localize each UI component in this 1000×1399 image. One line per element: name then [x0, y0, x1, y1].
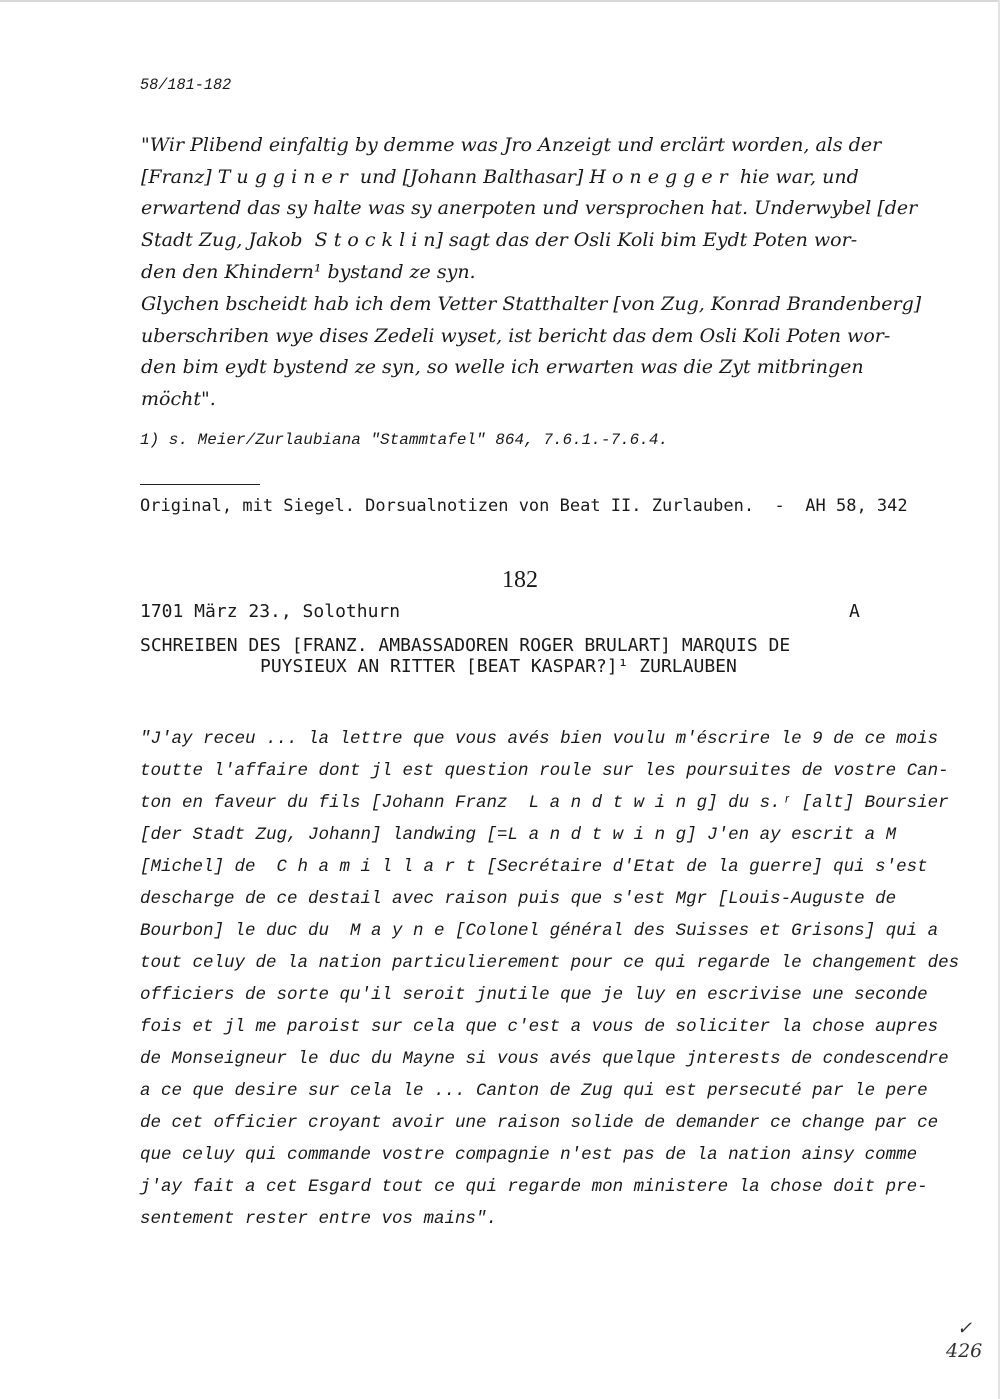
- letter-line: a ce que desire sur cela le ... Canton de Zug qui est persecuté par le pere: [140, 1081, 928, 1101]
- page-edge: [0, 0, 1000, 2]
- letter-line: ton en faveur du fils [Johann Franz L a n d t w i n g] du s.ʳ [alt] Boursier: [140, 793, 949, 813]
- quote-line: Stadt Zug, Jakob S t o c k l i n] sagt das der Osli Koli bim Eydt Poten wor-: [141, 229, 858, 251]
- page-reference: 58/181-182: [140, 76, 232, 94]
- letter-line: fois et jl me paroist sur cela que c'est a vous de soliciter la chose aupres: [140, 1017, 939, 1037]
- quote-line: uberschriben wye dises Zedeli wyset, ist bericht das dem Osli Koli Poten wor-: [141, 325, 891, 347]
- quote-line: den den Khindern¹ bystand ze syn.: [141, 261, 476, 283]
- quote-line: Glychen bscheidt hab ich dem Vetter Statthalter [von Zug, Konrad Brandenberg]: [141, 293, 922, 315]
- letter-line: de Monseigneur le duc du Mayne si vous avés quelque jnterests de condescendre: [140, 1049, 949, 1069]
- handwritten-page-number: 426: [946, 1340, 983, 1362]
- quote-line: erwartend das sy halte was sy anerpoten und versprochen hat. Underwybel [der: [141, 197, 918, 219]
- letter-line: descharge de ce destail avec raison puis que s'est Mgr [Louis-Auguste de: [140, 889, 897, 909]
- letter-heading-line: PUYSIEUX AN RITTER [BEAT KASPAR?]¹ ZURLAUBEN: [260, 656, 737, 677]
- letter-line: officiers de sorte qu'il seroit jnutile que je luy en escrivise une seconde: [140, 985, 928, 1005]
- letter-heading-line: SCHREIBEN DES [FRANZ. AMBASSADOREN ROGER BRULART] MARQUIS DE: [140, 635, 791, 656]
- letter-line: j'ay fait a cet Esgard tout ce qui regarde mon ministere la chose doit pre-: [140, 1177, 928, 1197]
- footnote-divider: [140, 484, 260, 485]
- quote-line: möcht".: [141, 388, 216, 410]
- date-place: 1701 März 23., Solothurn: [140, 601, 401, 622]
- quote-line: "Wir Plibend einfaltig by demme was Jro Anzeigt und erclärt worden, als der: [141, 134, 882, 156]
- letter-line: tout celuy de la nation particulierement pour ce qui regarde le changement des: [140, 953, 960, 973]
- footnote: 1) s. Meier/Zurlaubiana "Stammtafel" 864, 7.6.1.-7.6.4.: [140, 431, 669, 449]
- quote-line: [Franz] T u g g i n e r und [Johann Balthasar] H o n e g g e r hie war, und: [141, 166, 859, 188]
- letter-line: toutte l'affaire dont jl est question roule sur les poursuites de vostre Can-: [140, 761, 949, 781]
- category-label: A: [849, 601, 860, 622]
- letter-line: [der Stadt Zug, Johann] landwing [=L a n d t w i n g] J'en ay escrit a M: [140, 825, 897, 845]
- letter-line: de cet officier croyant avoir une raison solide de demander ce change par ce: [140, 1113, 939, 1133]
- source-note: Original, mit Siegel. Dorsualnotizen von Beat II. Zurlauben. - AH 58, 342: [140, 496, 908, 516]
- letter-line: Bourbon] le duc du M a y n e [Colonel général des Suisses et Grisons] qui a: [140, 921, 939, 941]
- quote-line: den bim eydt bystend ze syn, so welle ich erwarten was die Zyt mitbringen: [141, 356, 864, 378]
- checkmark-icon: ✓: [957, 1318, 973, 1339]
- letter-line: que celuy qui commande vostre compagnie n'est pas de la nation ainsy comme: [140, 1145, 918, 1165]
- letter-line: "J'ay receu ... la lettre que vous avés bien voulu m'éscrire le 9 de ce mois: [140, 729, 939, 749]
- letter-line: sentement rester entre vos mains".: [140, 1209, 498, 1229]
- document-number: 182: [502, 567, 538, 593]
- letter-line: [Michel] de C h a m i l l a r t [Secrétaire d'Etat de la guerre] qui s'est: [140, 857, 928, 877]
